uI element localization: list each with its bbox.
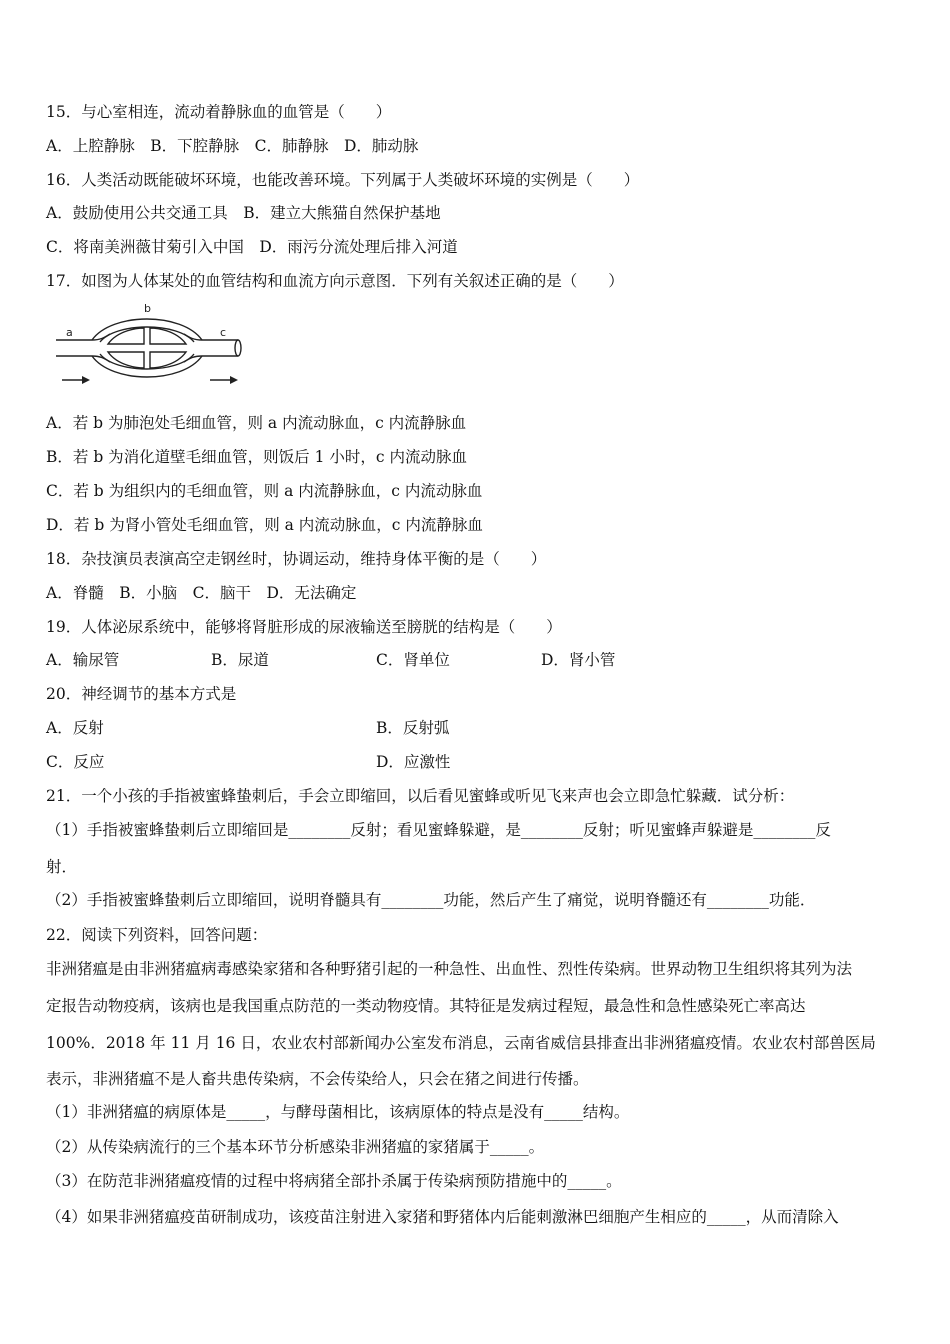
q22-sub3: （3）在防范非洲猪瘟疫情的过程中将病猪全部扑杀属于传染病预防措施中的_____。 [46, 1172, 622, 1190]
q17-option-a: A．若 b 为肺泡处毛细血管，则 a 内流动脉血，c 内流静脉血 [46, 414, 467, 432]
q22-paragraph-line2: 定报告动物疫病，该病也是我国重点防范的一类动物疫情。其特征是发病过程短，最急性和急性感染死亡率高达 [46, 997, 806, 1015]
q20-option-b: B．反射弧 [376, 719, 450, 737]
label-a: a [66, 326, 73, 339]
q18-options: A．脊髓 B．小脑 C．脑干 D．无法确定 [46, 584, 357, 602]
q17-option-b: B．若 b 为消化道壁毛细血管，则饭后 1 小时，c 内流动脉血 [46, 448, 467, 466]
q19-option-a: A．输尿管 [46, 651, 120, 669]
flow-arrowhead-in [82, 376, 90, 384]
q22-sub2: （2）从传染病流行的三个基本环节分析感染非洲猪瘟的家猪属于_____。 [46, 1138, 545, 1156]
capillary-cell-3 [108, 352, 144, 368]
q20-option-c: C．反应 [46, 753, 105, 771]
q17-stem: 17．如图为人体某处的血管结构和血流方向示意图．下列有关叙述正确的是（ ） [46, 272, 624, 290]
capillary-cell-2 [150, 328, 186, 344]
q20-option-a: A．反射 [46, 719, 104, 737]
vessel-c-opening [235, 340, 241, 356]
capillary-inner-top [100, 327, 194, 342]
q16-stem: 16．人类活动既能破坏环境，也能改善环境。下列属于人类破坏环境的实例是（ ） [46, 171, 640, 189]
q17-option-c: C．若 b 为组织内的毛细血管，则 a 内流静脉血，c 内流动脉血 [46, 482, 483, 500]
q18-stem: 18．杂技演员表演高空走钢丝时，协调运动，维持身体平衡的是（ ） [46, 550, 547, 568]
q22-sub4: （4）如果非洲猪瘟疫苗研制成功，该疫苗注射进入家猪和野猪体内后能刺激淋巴细胞产生相应的_____，从而清除入 [46, 1208, 839, 1226]
q19-option-b: B．尿道 [211, 651, 269, 669]
q15-options: A．上腔静脉 B．下腔静脉 C．肺静脉 D．肺动脉 [46, 137, 419, 155]
q21-part1-end: 射． [46, 858, 78, 876]
q19-stem: 19．人体泌尿系统中，能够将肾脏形成的尿液输送至膀胱的结构是（ ） [46, 618, 562, 636]
capillary-outer-bottom [92, 356, 202, 377]
q17-option-d: D．若 b 为肾小管处毛细血管，则 a 内流动脉血，c 内流静脉血 [46, 516, 483, 534]
q19-option-c: C．肾单位 [376, 651, 450, 669]
capillary-outer-top [92, 319, 202, 340]
capillary-cell-4 [150, 352, 186, 368]
q22-paragraph-line1: 非洲猪瘟是由非洲猪瘟病毒感染家猪和各种野猪引起的一种急性、出血性、烈性传染病。世界动物卫生组织将其列为法 [46, 960, 853, 978]
q15-stem: 15．与心室相连，流动着静脉血的血管是（ ） [46, 103, 392, 121]
q22-sub1: （1）非洲猪瘟的病原体是_____，与酵母菌相比，该病原体的特点是没有_____结构。 [46, 1103, 630, 1121]
label-b: b [144, 304, 151, 315]
q22-stem: 22．阅读下列资料，回答问题： [46, 926, 268, 944]
q20-stem: 20．神经调节的基本方式是 [46, 685, 237, 703]
q16-options-cd: C．将南美洲薇甘菊引入中国 D．雨污分流处理后排入河道 [46, 238, 458, 256]
q16-options-ab: A．鼓励使用公共交通工具 B．建立大熊猫自然保护基地 [46, 204, 441, 222]
q19-option-d: D．肾小管 [541, 651, 616, 669]
capillary-inner-bottom [100, 354, 194, 369]
q22-paragraph-line4: 表示，非洲猪瘟不是人畜共患传染病，不会传染给人，只会在猪之间进行传播。 [46, 1070, 589, 1088]
flow-arrowhead-out [230, 376, 238, 384]
blood-vessel-diagram [52, 304, 248, 396]
label-c: c [220, 326, 227, 339]
q21-part2: （2）手指被蜜蜂蛰刺后立即缩回，说明脊髓具有________功能，然后产生了痛觉，说明脊髓还有________功能． [46, 891, 816, 909]
q21-part1: （1）手指被蜜蜂蛰刺后立即缩回是________反射；看见蜜蜂躲避，是________反射；听见蜜蜂声躲避是________反 [46, 821, 831, 839]
q21-stem: 21．一个小孩的手指被蜜蜂蛰刺后，手会立即缩回，以后看见蜜蜂或听见飞来声也会立即急忙躲藏．试分析： [46, 787, 795, 805]
capillary-cell-1 [108, 328, 144, 344]
q22-paragraph-line3: 100%．2018 年 11 月 16 日，农业农村部新闻办公室发布消息，云南省威信县排查出非洲猪瘟疫情。农业农村部兽医局 [46, 1034, 876, 1052]
q20-option-d: D．应激性 [376, 753, 451, 771]
